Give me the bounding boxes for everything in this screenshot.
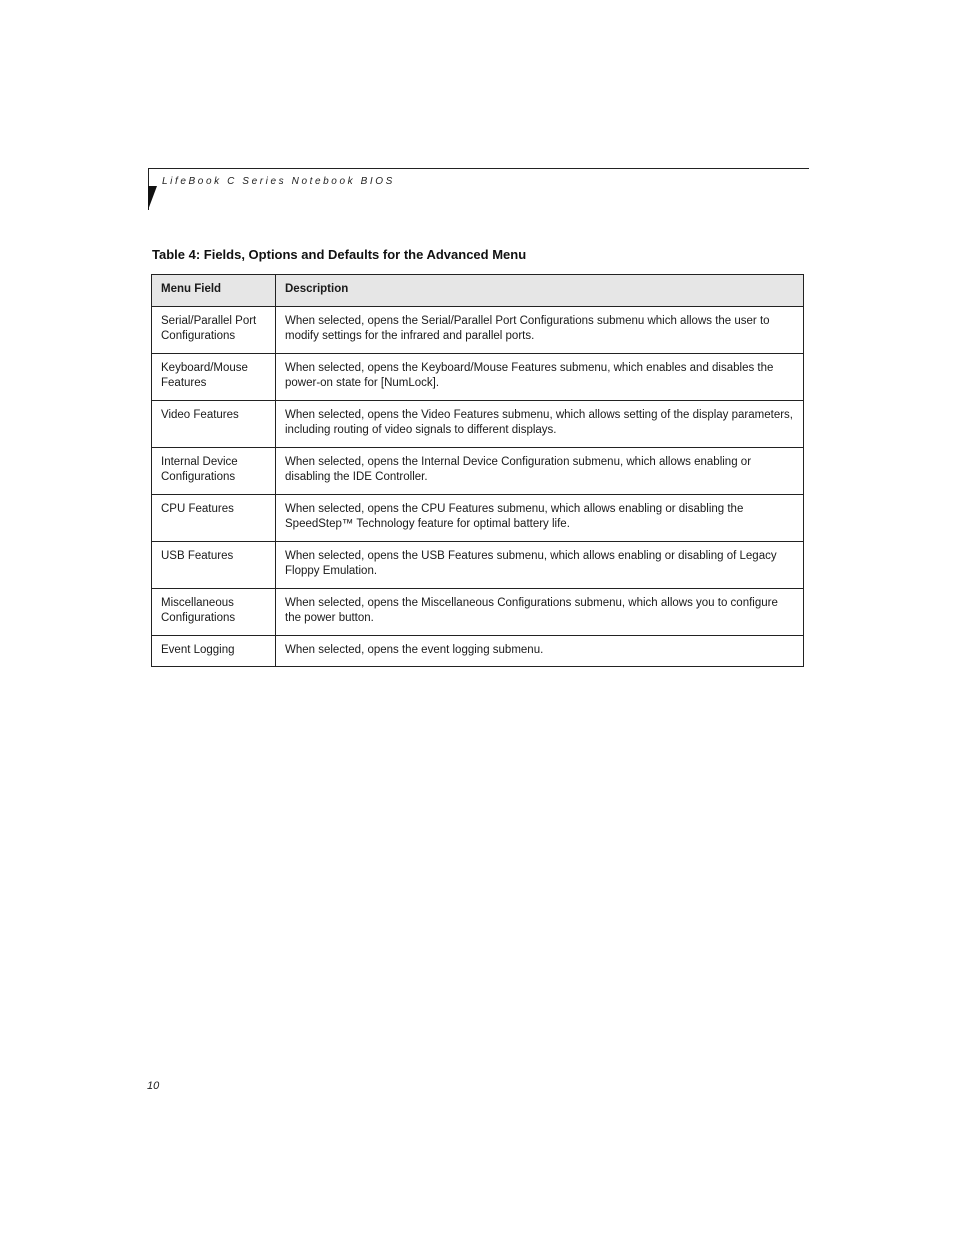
table-header-row	[152, 275, 804, 307]
menu-field-cell: Internal Device Configurations	[152, 447, 276, 494]
table-row	[152, 635, 804, 667]
running-head: LifeBook C Series Notebook BIOS	[162, 176, 395, 187]
column-header-menu-field: Menu Field	[152, 275, 276, 307]
description-cell: When selected, opens the CPU Features submenu, which allows enabling or disabling the SpeedStep™ Technology feature for optimal battery life.	[276, 494, 804, 541]
table-title: Table 4: Fields, Options and Defaults for the Advanced Menu	[152, 247, 527, 262]
menu-field-cell: Miscellaneous Configurations	[152, 588, 276, 635]
description-cell: When selected, opens the Serial/Parallel Port Configurations submenu which allows the user to modify settings for the infrared and parallel ports.	[276, 306, 804, 353]
menu-field-cell: Serial/Parallel Port Configurations	[152, 306, 276, 353]
menu-field-cell: Video Features	[152, 400, 276, 447]
table-row	[152, 400, 804, 447]
description-cell: When selected, opens the Video Features submenu, which allows setting of the display parameters, including routing of video signals to different displays.	[276, 400, 804, 447]
page-number: 10	[147, 1080, 160, 1092]
table-row	[152, 588, 804, 635]
table-row	[152, 541, 804, 588]
column-header-description: Description	[276, 275, 804, 307]
description-cell: When selected, opens the USB Features submenu, which allows enabling or disabling of Legacy Floppy Emulation.	[276, 541, 804, 588]
description-cell: When selected, opens the Keyboard/Mouse Features submenu, which enables and disables the power-on state for [NumLock].	[276, 353, 804, 400]
table-row	[152, 447, 804, 494]
header-rule	[148, 168, 809, 169]
description-cell: When selected, opens the Internal Device Configuration submenu, which allows enabling or disabling the IDE Controller.	[276, 447, 804, 494]
table-row	[152, 353, 804, 400]
description-cell: When selected, opens the event logging submenu.	[276, 635, 804, 667]
menu-field-cell: USB Features	[152, 541, 276, 588]
menu-field-cell: CPU Features	[152, 494, 276, 541]
menu-field-cell: Event Logging	[152, 635, 276, 667]
menu-field-cell: Keyboard/Mouse Features	[152, 353, 276, 400]
description-cell: When selected, opens the Miscellaneous Configurations submenu, which allows you to configure the power button.	[276, 588, 804, 635]
table-row	[152, 494, 804, 541]
advanced-menu-table	[151, 274, 804, 667]
table-row	[152, 306, 804, 353]
